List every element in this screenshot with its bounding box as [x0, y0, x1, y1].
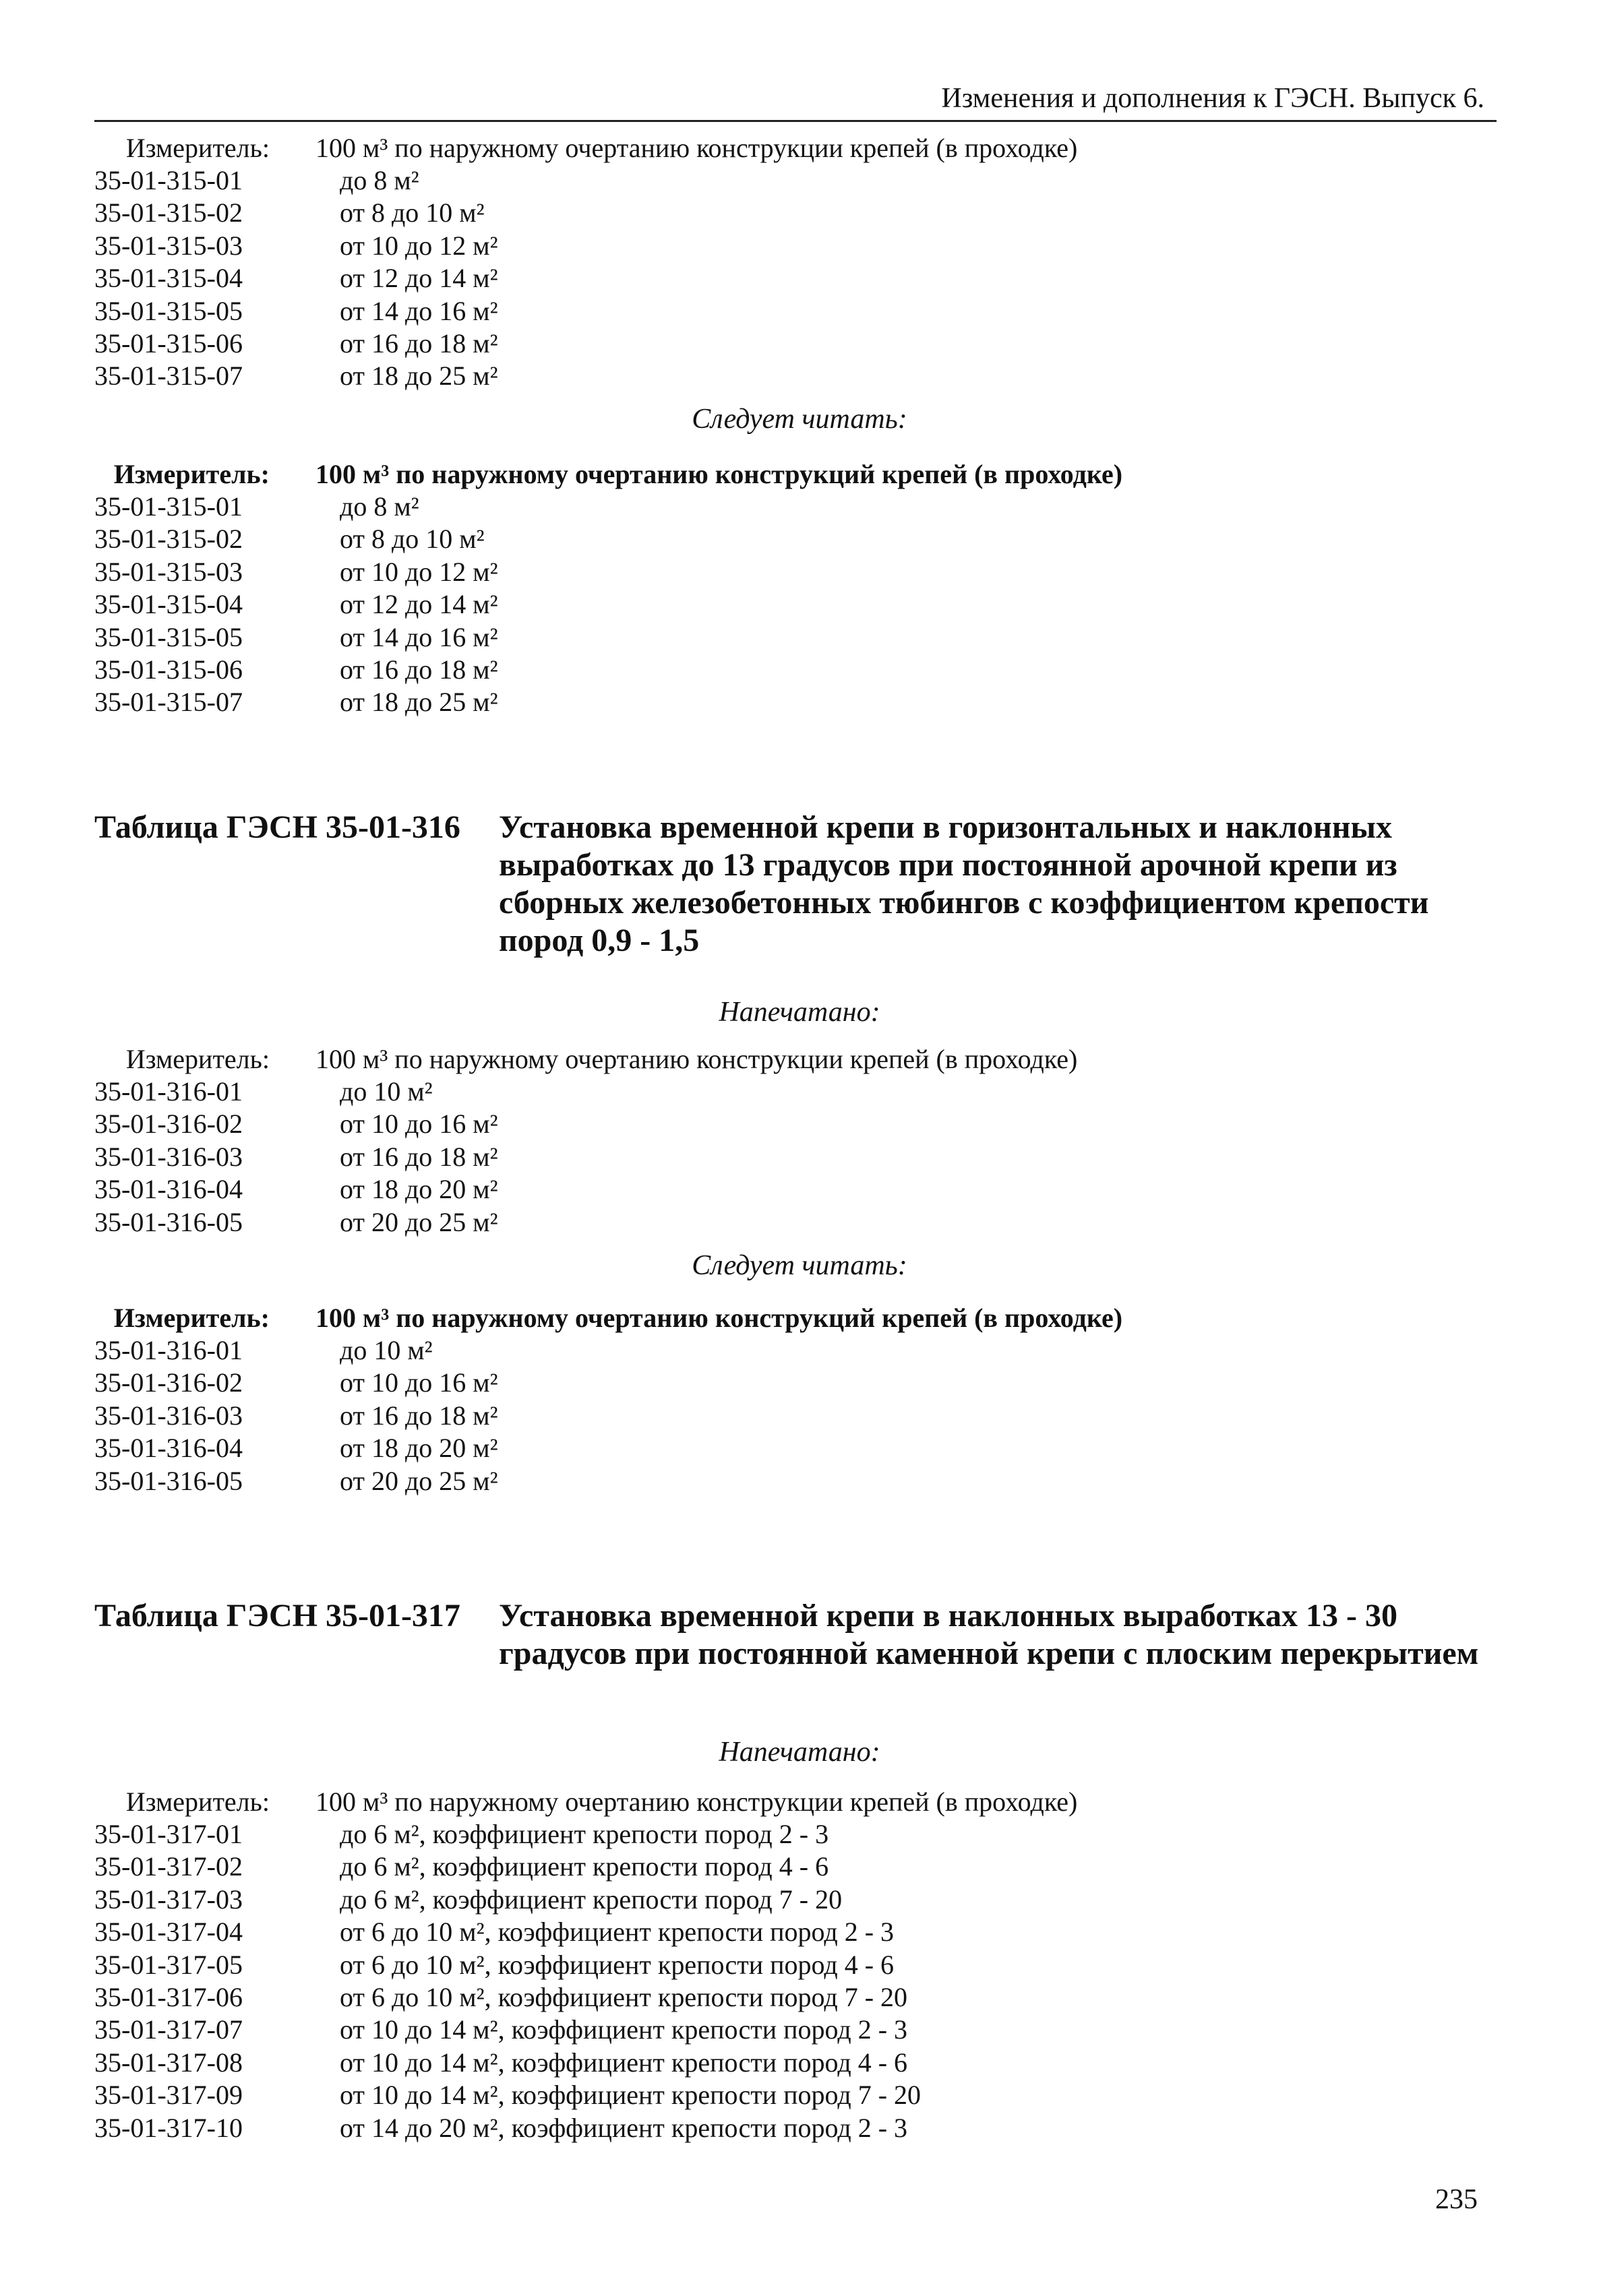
row-desc: от 8 до 10 м²: [340, 524, 485, 555]
row-desc: от 16 до 18 м²: [340, 1141, 498, 1172]
table-row: [94, 328, 1497, 360]
row-code: 35-01-315-02: [94, 197, 243, 228]
table-row: [94, 1173, 1497, 1206]
row-desc: от 10 до 12 м²: [340, 230, 498, 261]
table-row: [94, 2047, 1497, 2079]
row-desc: от 6 до 10 м², коэффициент крепости пород 2 - 3: [340, 1917, 895, 1948]
table-316-corrected: [94, 1302, 1497, 1497]
table-row: [94, 1367, 1497, 1399]
printed-label: Напечатано:: [719, 997, 880, 1028]
row-desc: от 16 до 18 м²: [340, 654, 498, 685]
row-code: 35-01-316-01: [94, 1076, 243, 1107]
table-row: [94, 1334, 1497, 1367]
row-desc: до 10 м²: [340, 1076, 433, 1107]
measure-label: Измеритель:: [125, 133, 270, 163]
printed-label: Напечатано:: [719, 1737, 880, 1768]
row-code: 35-01-316-01: [94, 1335, 243, 1365]
measure-line: [94, 1043, 1497, 1076]
row-code: 35-01-315-03: [94, 556, 243, 587]
table-row: [94, 2079, 1497, 2111]
measure-label: Измеритель:: [113, 459, 270, 489]
row-code: 35-01-317-05: [94, 1949, 243, 1980]
table-row: [94, 1851, 1497, 1883]
row-code: 35-01-315-07: [94, 361, 243, 392]
row-desc: от 18 до 20 м²: [340, 1174, 498, 1205]
should-read-label: Следует читать:: [692, 404, 907, 435]
row-code: 35-01-317-07: [94, 2014, 243, 2045]
row-desc: до 6 м², коэффициент крепости пород 7 - 20: [340, 1884, 843, 1915]
measure-label: Измеритель:: [113, 1303, 270, 1333]
row-desc: от 18 до 20 м²: [340, 1433, 498, 1464]
table-row: [94, 1916, 1497, 1948]
measure-label: Измеритель:: [125, 1787, 270, 1817]
table-row: [94, 197, 1497, 229]
row-code: 35-01-315-03: [94, 230, 243, 261]
table-row: [94, 556, 1497, 588]
table-315-printed: [94, 132, 1497, 393]
table-row: [94, 1141, 1497, 1173]
row-code: 35-01-316-05: [94, 1206, 243, 1237]
table-name: Установка временной крепи в горизонтальных и наклонных выработках до 13 градусов при постоянной арочной крепи из сборных железобетонных тюбингов с коэффициентом крепости пород 0,9 - 1,5: [499, 809, 1429, 958]
table-row: [94, 1818, 1497, 1851]
table-row: [94, 262, 1497, 294]
row-code: 35-01-317-08: [94, 2047, 243, 2078]
table-row: [94, 1108, 1497, 1140]
table-row: [94, 654, 1497, 686]
table-317-printed: [94, 1786, 1497, 2144]
row-desc: до 8 м²: [340, 165, 419, 195]
row-code: 35-01-315-05: [94, 295, 243, 326]
row-code: 35-01-315-07: [94, 687, 243, 718]
row-desc: от 10 до 16 м²: [340, 1367, 498, 1398]
table-row: [94, 523, 1497, 555]
row-desc: от 18 до 25 м²: [340, 687, 498, 718]
row-desc: от 10 до 14 м², коэффициент крепости пород 4 - 6: [340, 2047, 908, 2078]
row-code: 35-01-316-03: [94, 1141, 243, 1172]
row-desc: от 16 до 18 м²: [340, 328, 498, 359]
table-number: Таблица ГЭСН 35-01-317: [94, 1598, 460, 1634]
measure-line: [94, 1786, 1497, 1818]
row-code: 35-01-317-04: [94, 1917, 243, 1948]
row-desc: от 12 до 14 м²: [340, 263, 498, 294]
measure-text: 100 м³ по наружному очертанию конструкций крепей (в проходке): [315, 459, 1123, 489]
table-row: [94, 1949, 1497, 1981]
measure-line: [94, 132, 1497, 164]
header-rule: [94, 120, 1497, 122]
table-number: Таблица ГЭСН 35-01-316: [94, 809, 460, 845]
table-row: [94, 164, 1497, 197]
row-code: 35-01-317-02: [94, 1851, 243, 1882]
row-desc: от 18 до 25 м²: [340, 361, 498, 392]
table-row: [94, 686, 1497, 718]
table-317-title: [94, 1597, 1497, 1673]
row-code: 35-01-315-05: [94, 621, 243, 652]
row-code: 35-01-317-06: [94, 1981, 243, 2012]
row-desc: от 12 до 14 м²: [340, 589, 498, 620]
table-row: [94, 2112, 1497, 2144]
row-desc: до 10 м²: [340, 1335, 433, 1365]
row-code: 35-01-315-02: [94, 524, 243, 555]
table-row: [94, 1076, 1497, 1108]
row-code: 35-01-316-05: [94, 1465, 243, 1496]
row-code: 35-01-315-01: [94, 165, 243, 195]
row-desc: от 14 до 20 м², коэффициент крепости пород 2 - 3: [340, 2112, 908, 2143]
row-code: 35-01-317-10: [94, 2112, 243, 2143]
row-code: 35-01-316-02: [94, 1367, 243, 1398]
row-code: 35-01-316-04: [94, 1433, 243, 1464]
table-row: [94, 1206, 1497, 1239]
table-316-printed: [94, 1043, 1497, 1239]
row-desc: до 8 м²: [340, 491, 419, 522]
row-desc: от 14 до 16 м²: [340, 621, 498, 652]
row-desc: от 14 до 16 м²: [340, 295, 498, 326]
table-row: [94, 1465, 1497, 1497]
measure-line: [94, 1302, 1497, 1334]
row-desc: от 10 до 14 м², коэффициент крепости пород 2 - 3: [340, 2014, 908, 2045]
table-row: [94, 1884, 1497, 1916]
row-code: 35-01-317-03: [94, 1884, 243, 1915]
table-316-title: [94, 809, 1497, 960]
row-code: 35-01-315-04: [94, 263, 243, 294]
table-315-corrected: [94, 458, 1497, 719]
row-desc: до 6 м², коэффициент крепости пород 4 - 6: [340, 1851, 829, 1882]
table-row: [94, 588, 1497, 621]
measure-label: Измеритель:: [125, 1044, 270, 1074]
row-desc: от 20 до 25 м²: [340, 1206, 498, 1237]
row-code: 35-01-315-06: [94, 328, 243, 359]
row-code: 35-01-316-04: [94, 1174, 243, 1205]
measure-text: 100 м³ по наружному очертанию конструкций крепей (в проходке): [315, 1303, 1123, 1333]
table-row: [94, 1432, 1497, 1464]
table-name: Установка временной крепи в наклонных выработках 13 - 30 градусов при постоянной каменной крепи с плоским перекрытием: [499, 1598, 1479, 1671]
row-desc: до 6 м², коэффициент крепости пород 2 - 3: [340, 1819, 829, 1849]
row-code: 35-01-317-09: [94, 2080, 243, 2111]
running-header: Изменения и дополнения к ГЭСН. Выпуск 6.: [941, 83, 1484, 114]
table-row: [94, 360, 1497, 392]
row-desc: от 6 до 10 м², коэффициент крепости пород 7 - 20: [340, 1981, 908, 2012]
row-code: 35-01-316-03: [94, 1400, 243, 1431]
measure-text: 100 м³ по наружному очертанию конструкции крепей (в проходке): [315, 1787, 1078, 1817]
row-desc: от 8 до 10 м²: [340, 197, 485, 228]
page-number: 235: [1435, 2184, 1478, 2215]
row-desc: от 6 до 10 м², коэффициент крепости пород 4 - 6: [340, 1949, 895, 1980]
table-row: [94, 2014, 1497, 2046]
row-desc: от 20 до 25 м²: [340, 1465, 498, 1496]
row-desc: от 10 до 14 м², коэффициент крепости пород 7 - 20: [340, 2080, 922, 2111]
measure-text: 100 м³ по наружному очертанию конструкции крепей (в проходке): [315, 133, 1078, 163]
row-code: 35-01-317-01: [94, 1819, 243, 1849]
row-code: 35-01-315-06: [94, 654, 243, 685]
table-row: [94, 230, 1497, 262]
row-code: 35-01-315-04: [94, 589, 243, 620]
row-desc: от 10 до 12 м²: [340, 556, 498, 587]
row-code: 35-01-315-01: [94, 491, 243, 522]
table-row: [94, 1981, 1497, 2014]
table-row: [94, 295, 1497, 328]
row-code: 35-01-316-02: [94, 1109, 243, 1140]
row-desc: от 16 до 18 м²: [340, 1400, 498, 1431]
row-desc: от 10 до 16 м²: [340, 1109, 498, 1140]
table-row: [94, 621, 1497, 654]
measure-line: [94, 458, 1497, 491]
should-read-label: Следует читать:: [692, 1250, 907, 1281]
table-row: [94, 1400, 1497, 1432]
table-row: [94, 491, 1497, 523]
measure-text: 100 м³ по наружному очертанию конструкции крепей (в проходке): [315, 1044, 1078, 1074]
